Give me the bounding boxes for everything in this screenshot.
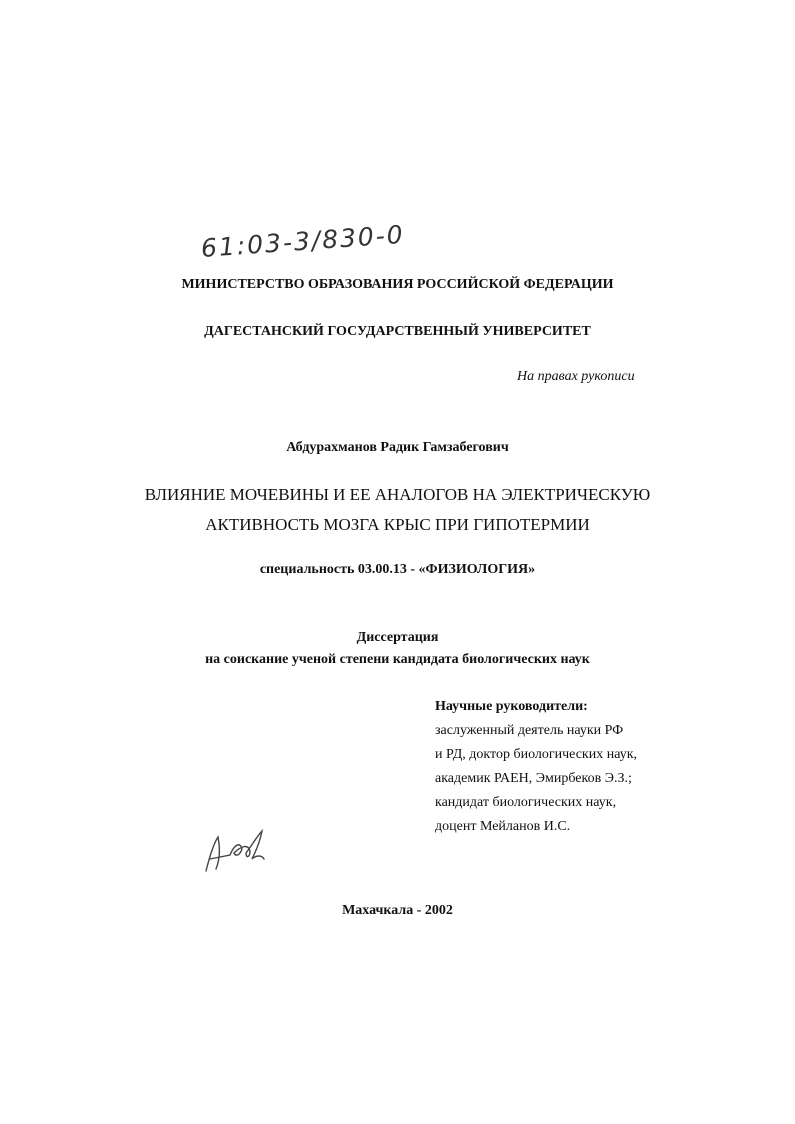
supervisor-line: кандидат биологических наук,	[435, 795, 617, 810]
supervisor-line: академик РАЕН, Эмирбеков Э.З.;	[435, 771, 632, 786]
city-year: Махачкала - 2002	[342, 903, 453, 918]
author-name: Абдурахманов Радик Гамзабегович	[286, 440, 509, 455]
dissertation-label: Диссертация	[356, 630, 439, 645]
university-heading: ДАГЕСТАНСКИЙ ГОСУДАРСТВЕННЫЙ УНИВЕРСИТЕТ	[204, 324, 591, 339]
handwritten-shelf-mark: 61:03-3/830-0	[200, 219, 406, 263]
supervisor-line: и РД, доктор биологических наук,	[435, 747, 638, 762]
thesis-title-line: АКТИВНОСТЬ МОЗГА КРЫС ПРИ ГИПОТЕРМИИ	[205, 515, 590, 534]
supervisors-heading: Научные руководители:	[435, 699, 588, 714]
supervisor-line: доцент Мейланов И.С.	[435, 819, 571, 834]
specialty-line: специальность 03.00.13 - «ФИЗИОЛОГИЯ»	[259, 562, 536, 577]
ministry-heading: МИНИСТЕРСТВО ОБРАЗОВАНИЯ РОССИЙСКОЙ ФЕДЕРАЦИИ	[181, 277, 614, 292]
manuscript-rights-note: На правах рукописи	[517, 369, 635, 384]
supervisor-line: заслуженный деятель науки РФ	[435, 723, 624, 738]
handwritten-signature-icon	[200, 825, 270, 875]
degree-line: на соискание ученой степени кандидата биологических наук	[205, 652, 590, 667]
thesis-title-line: ВЛИЯНИЕ МОЧЕВИНЫ И ЕЕ АНАЛОГОВ НА ЭЛЕКТРИЧЕСКУЮ	[144, 485, 651, 504]
